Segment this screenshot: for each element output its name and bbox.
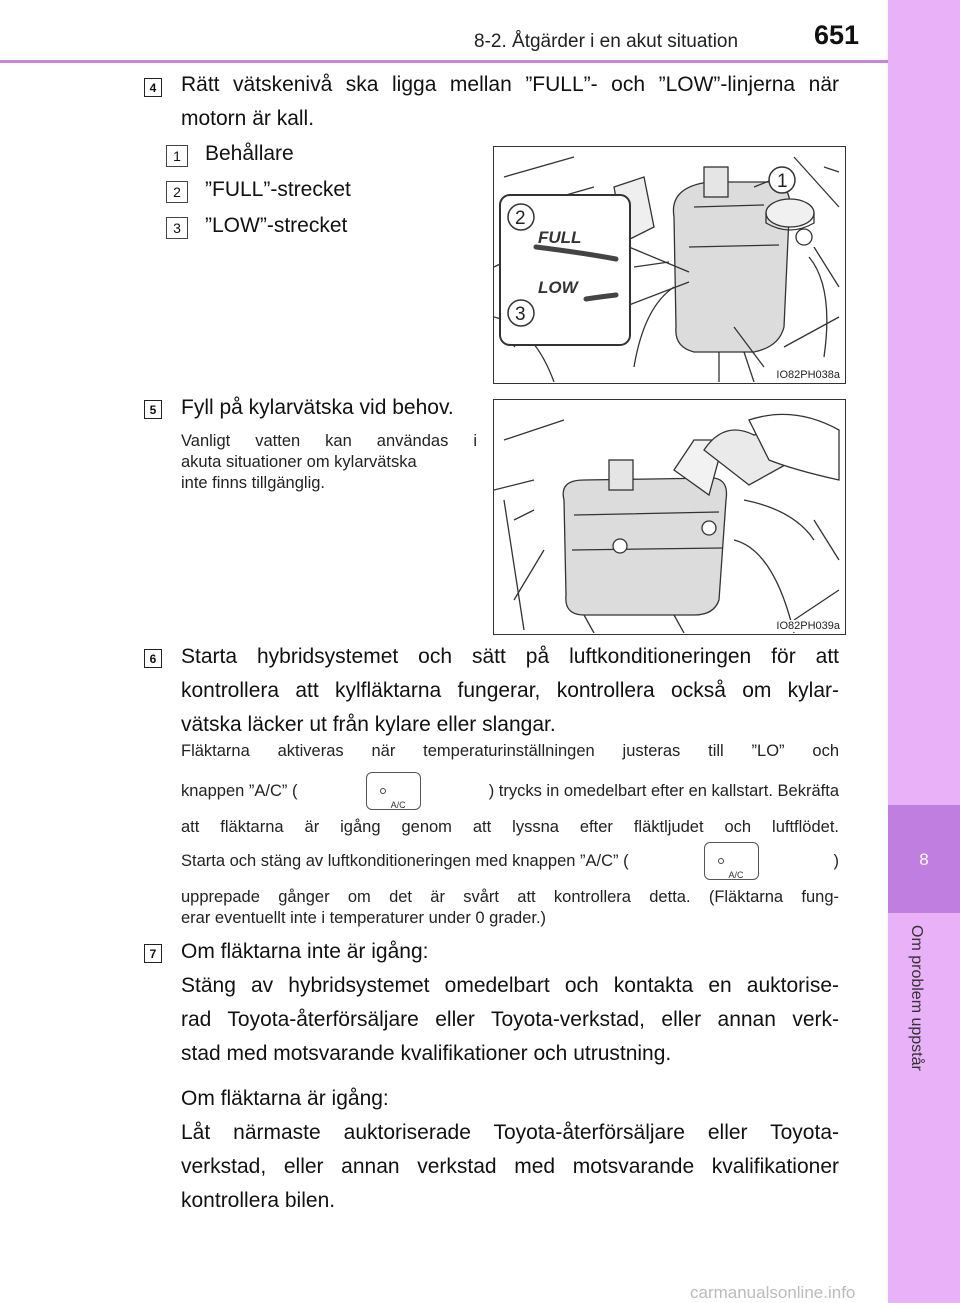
step-5-note-line-1: Vanligt vatten kan användas i — [181, 432, 477, 450]
note-ac-text-after: ) trycks in omedelbart efter en kallstart. Bekräfta — [488, 782, 839, 800]
header-rule — [0, 60, 888, 63]
item-1-label: Behållare — [205, 142, 294, 165]
step-7-line-b3: kontrollera bilen. — [181, 1189, 336, 1212]
step-6-line-1: Starta hybridsystemet och sätt på luftkonditioneringen för att — [181, 645, 839, 668]
callout-3: 3 — [515, 304, 526, 325]
watermark: carmanualsonline.info — [690, 1283, 856, 1302]
step-6-note-line-2 — [181, 771, 839, 811]
ac-indicator-icon — [380, 788, 386, 794]
note-ac-text-after-2: ) — [833, 852, 839, 870]
step-7-heading-running: Om fläktarna är igång: — [181, 1087, 389, 1110]
step-7-heading-not-running: Om fläktarna inte är igång: — [181, 940, 429, 963]
step-4-line-1: Rätt vätskenivå ska ligga mellan ”FULL”- och ”LOW”-linjerna när — [181, 73, 839, 96]
ac-button-label: A/C — [390, 800, 406, 810]
step-7-marker: 7 — [144, 944, 162, 963]
step-5-note-line-3: inte finns tillgänglig. — [181, 474, 326, 492]
filling-illustration — [494, 400, 844, 633]
figure-coolant-reservoir — [493, 146, 846, 384]
step-7-line-b2: verkstad, eller annan verkstad med motsvarande kvalifikationer — [181, 1155, 839, 1178]
figure-code: IO82PH039a — [776, 620, 840, 632]
step-6-line-2: kontrollera att kylfläktarna fungerar, kontrollera också om kylar- — [181, 679, 839, 702]
step-4-line-2: motorn är kall. — [181, 107, 315, 130]
figure-code: IO82PH038a — [776, 369, 840, 381]
callout-1: 1 — [777, 171, 788, 192]
inset-full-label: FULL — [538, 228, 582, 247]
step-7-line-a3: stad med motsvarande kvalifikationer och utrustning. — [181, 1042, 672, 1065]
ac-indicator-icon — [718, 858, 724, 864]
page-header — [0, 0, 888, 62]
ac-button-icon — [366, 772, 421, 810]
step-7-line-b1: Låt närmaste auktoriserade Toyota-återförsäljare eller Toyota- — [181, 1121, 839, 1144]
step-7-line-a2: rad Toyota-återförsäljare eller Toyota-verkstad, eller annan verk- — [181, 1008, 839, 1031]
step-6-note-line-3: att fläktarna är igång genom att lyssna efter fläktljudet och luftflödet. — [181, 818, 839, 836]
chapter-sidebar — [888, 0, 960, 1303]
step-6-line-3: vätska läcker ut från kylare eller slangar. — [181, 713, 556, 736]
step-4-marker: 4 — [144, 78, 162, 97]
section-title: 8-2. Åtgärder i en akut situation — [474, 31, 739, 52]
item-2-marker: 2 — [166, 181, 188, 203]
item-3-label: ”LOW”-strecket — [205, 214, 348, 237]
figure-filling-coolant — [493, 399, 846, 635]
reservoir-illustration — [494, 147, 844, 382]
step-6-marker: 6 — [144, 649, 162, 668]
step-5-text: Fyll på kylarvätska vid behov. — [181, 396, 454, 419]
item-2-label: ”FULL”-strecket — [205, 178, 351, 201]
step-6-note-line-4 — [181, 841, 839, 881]
step-7-line-a1: Stäng av hybridsystemet omedelbart och kontakta en auktorise- — [181, 974, 839, 997]
step-6-note-line-1: Fläktarna aktiveras när temperaturinställningen justeras till ”LO” och — [181, 742, 839, 760]
note-ac-text-before: knappen ”A/C” ( — [181, 782, 298, 800]
callout-2: 2 — [515, 208, 526, 229]
ac-button-icon — [704, 842, 759, 880]
chapter-number: 8 — [919, 850, 929, 869]
item-3-marker: 3 — [166, 217, 188, 239]
inset-low-label: LOW — [538, 278, 578, 297]
item-1-marker: 1 — [166, 145, 188, 167]
ac-button-label: A/C — [728, 870, 744, 880]
page-number: 651 — [814, 20, 860, 50]
step-6-note-line-5: upprepade gånger om det är svårt att kontrollera detta. (Fläktarna fung- — [181, 888, 839, 906]
step-5-note-line-2: akuta situationer om kylarvätska — [181, 453, 417, 471]
step-6-note-line-6: erar eventuellt inte i temperaturer under 0 grader.) — [181, 909, 547, 927]
step-5-marker: 5 — [144, 400, 162, 419]
chapter-title: Om problem uppstår — [908, 925, 925, 1071]
note-ac-text-before-2: Starta och stäng av luftkonditioneringen med knappen ”A/C” ( — [181, 852, 629, 870]
